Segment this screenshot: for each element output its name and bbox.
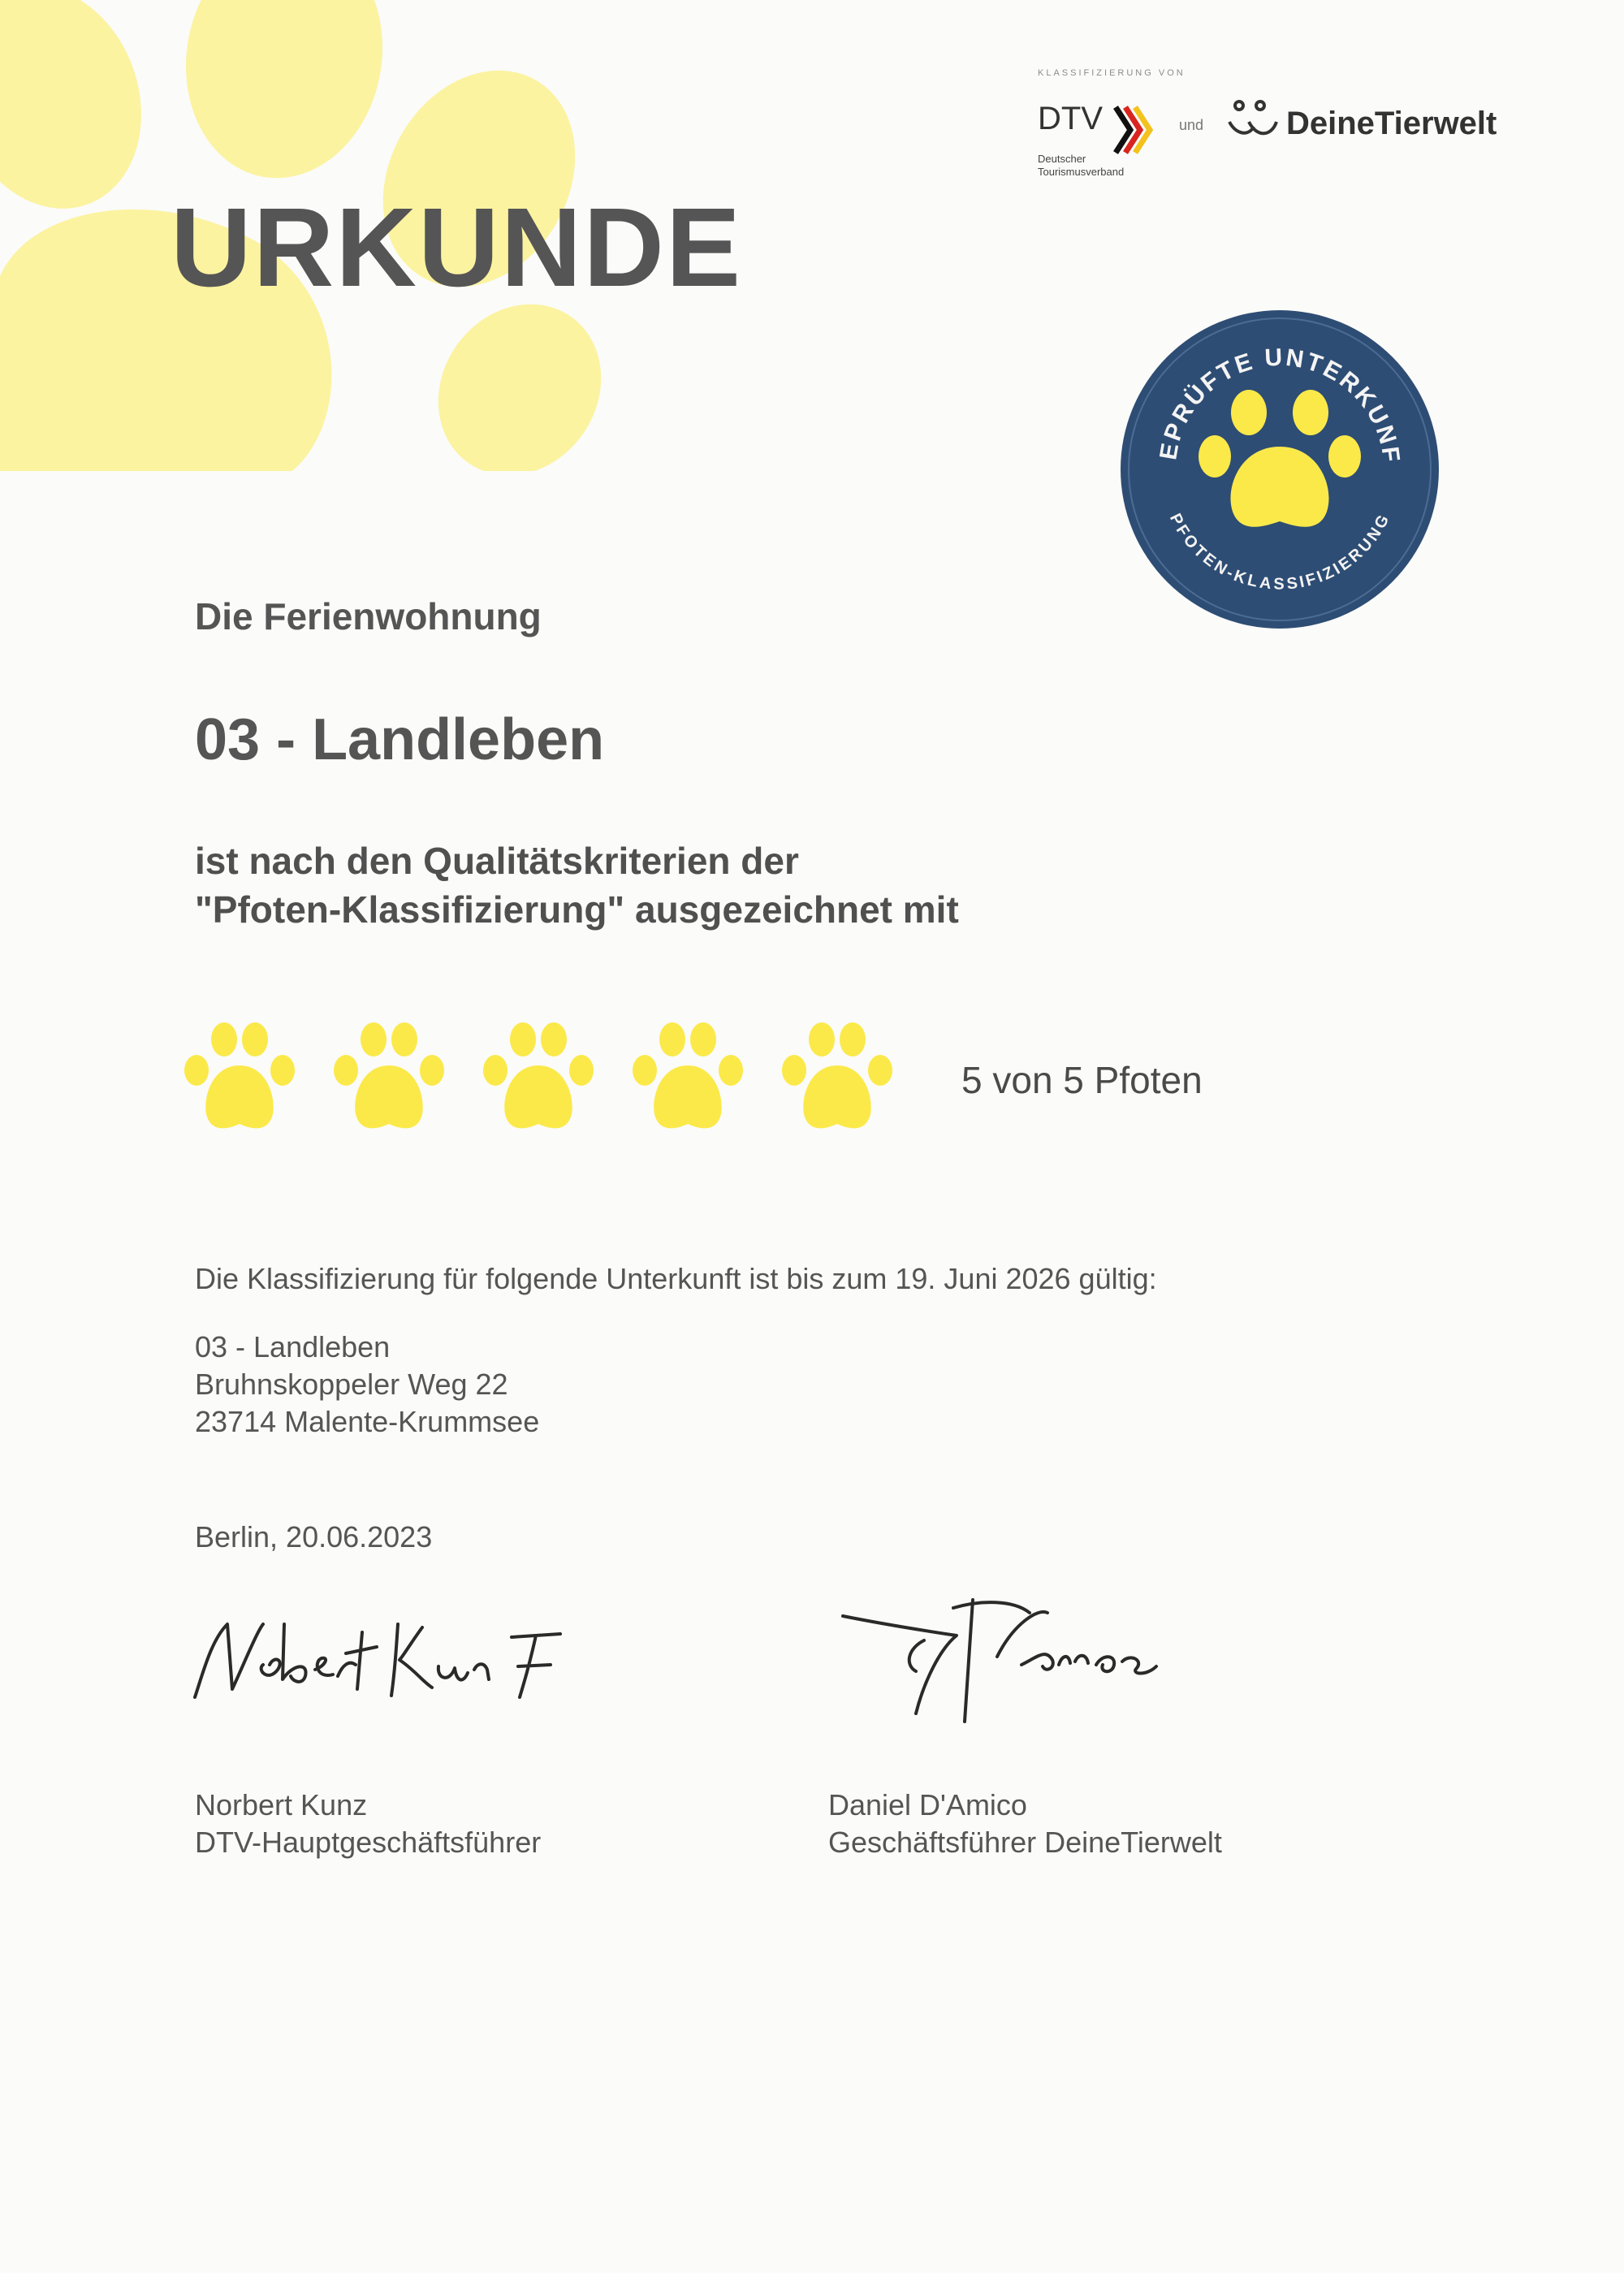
address-line-1: 03 - Landleben [195, 1330, 391, 1363]
rating-text: 5 von 5 Pfoten [961, 1059, 1203, 1101]
address-block [195, 1329, 539, 1441]
validity-text: Die Klassifizierung für folgende Unterkunft ist bis zum 19. Juni 2026 gültig: [195, 1262, 1157, 1295]
paw-icon [328, 1015, 450, 1137]
property-name: 03 - Landleben [195, 707, 605, 772]
signer-1-name: Norbert Kunz [195, 1788, 368, 1821]
paw-icon [179, 1015, 300, 1137]
deine-tierwelt-logo [1224, 97, 1497, 150]
dog-cat-icon [1224, 97, 1281, 146]
signer-1 [195, 1787, 541, 1861]
signer-1-title: DTV-Hauptgeschäftsführer [195, 1826, 542, 1859]
signer-2 [828, 1787, 1222, 1861]
document-title: URKUNDE [171, 185, 742, 310]
and-word: und [1179, 117, 1204, 133]
signer-2-name: Daniel D'Amico [828, 1788, 1027, 1821]
signer-2-title: Geschäftsführer DeineTierwelt [828, 1826, 1222, 1859]
dtv-chevron-icon [1112, 104, 1153, 156]
criteria-line-2: "Pfoten-Klassifizierung" ausgezeichnet mit [195, 888, 959, 931]
classified-by-label: KLASSIFIZIERUNG VON [1038, 68, 1186, 78]
criteria-text [195, 836, 959, 934]
dtv-logo-subtitle: Deutscher Tourismusverband [1038, 153, 1125, 179]
paw-icon [627, 1015, 749, 1137]
paw-rating [179, 1015, 909, 1145]
paw-icon [477, 1015, 599, 1137]
place-date: Berlin, 20.06.2023 [195, 1520, 433, 1554]
seal-bottom-text: PFOTEN-KLASSIFIZIERUNG [1165, 510, 1394, 594]
intro-text: Die Ferienwohnung [195, 595, 542, 637]
seal-top-text: EPRÜFTE UNTERKUNF [1155, 344, 1406, 466]
deine-tierwelt-wordmark: DeineTierwelt [1286, 106, 1497, 141]
address-line-2: Bruhnskoppeler Weg 22 [195, 1368, 508, 1401]
paw-icon [776, 1015, 898, 1137]
address-line-3: 23714 Malente-Krummsee [195, 1405, 540, 1438]
criteria-line-1: ist nach den Qualitätskriterien der [195, 840, 799, 882]
signature-daniel-damico [835, 1584, 1176, 1730]
dtv-logo-letters: DTV [1038, 101, 1103, 136]
signature-norbert-kunz [179, 1592, 617, 1713]
dtv-logo [1038, 96, 1168, 193]
quality-seal [1119, 309, 1440, 630]
